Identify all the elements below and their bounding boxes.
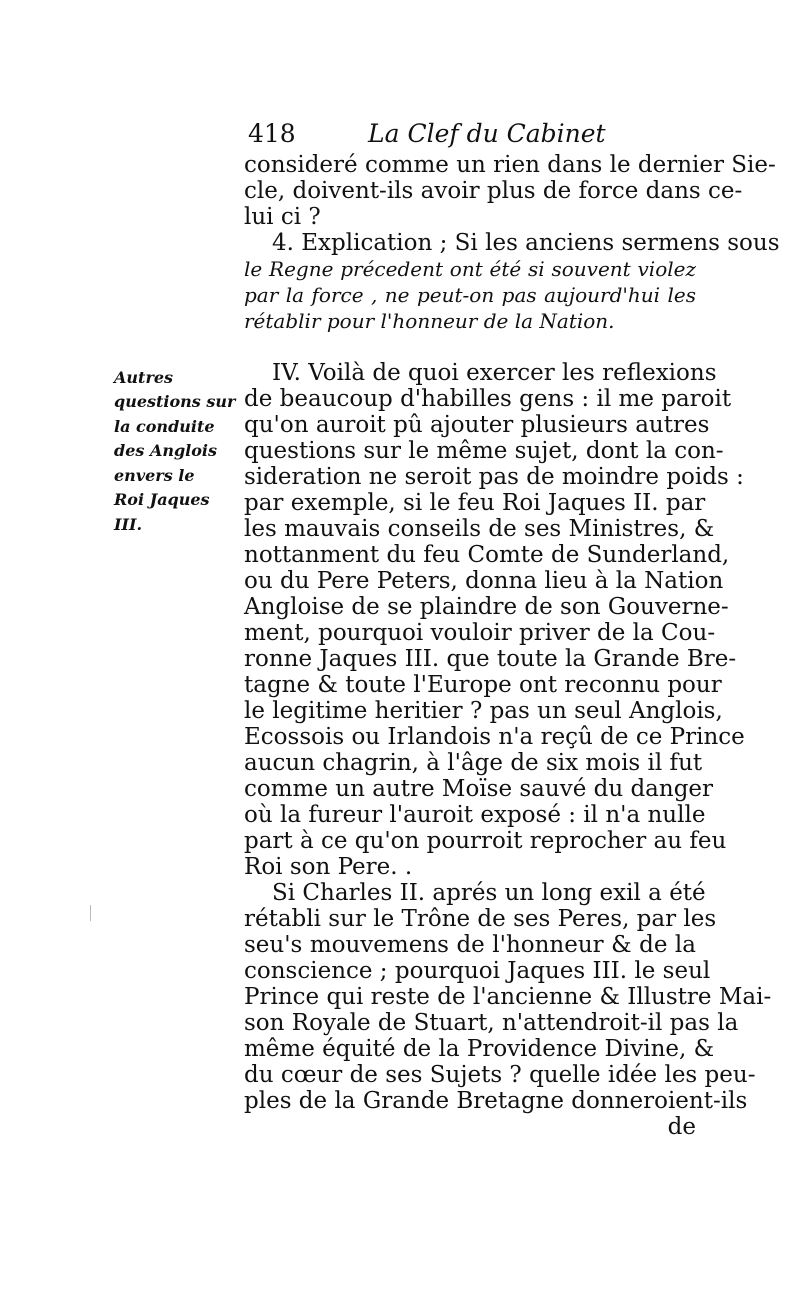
- text-line: rétabli sur le Trône de ses Peres, par les: [244, 906, 717, 932]
- page-header: [248, 118, 708, 150]
- text-line: ou du Pere Peters, donna lieu à la Nation: [244, 568, 724, 594]
- text-line: où la fureur l'auroit exposé : il n'a nulle: [244, 802, 706, 828]
- text-line: du cœur de ses Sujets ? quelle idée les peu-: [244, 1062, 756, 1088]
- text-line: Si Charles II. aprés un long exil a été: [272, 880, 706, 906]
- text-line: IV. Voilà de quoi exercer les reflexions: [272, 360, 717, 386]
- text-line: rétablir pour l'honneur de la Nation.: [244, 309, 615, 333]
- running-title: La Clef du Cabinet: [368, 119, 606, 148]
- text-line: tagne & toute l'Europe ont reconnu pour: [244, 672, 722, 698]
- text-line: aucun chagrin, à l'âge de six mois il fut: [244, 750, 703, 776]
- text-line: lui ci ?: [244, 204, 321, 230]
- text-line: sideration ne seroit pas de moindre poids :: [244, 464, 744, 490]
- text-line: qu'on auroit pû ajouter plusieurs autres: [244, 412, 710, 438]
- text-line: ples de la Grande Bretagne donneroient-ils: [244, 1088, 748, 1114]
- text-line: 4. Explication ; Si les anciens sermens sous: [272, 230, 780, 256]
- paper-mark: [90, 905, 91, 921]
- margin-note-line: questions sur: [114, 392, 236, 411]
- margin-note-line: III.: [114, 515, 143, 534]
- text-line: par exemple, si le feu Roi Jaques II. par: [244, 490, 706, 516]
- text-line: comme un autre Moïse sauvé du danger: [244, 776, 714, 802]
- catchword: de: [667, 1114, 696, 1140]
- text-line: son Royale de Stuart, n'attendroit-il pas la: [244, 1010, 739, 1036]
- text-line: questions sur le même sujet, dont la con-: [244, 438, 724, 464]
- text-line: Prince qui reste de l'ancienne & Illustre Mai-: [244, 984, 772, 1010]
- text-line: ronne Jaques III. que toute la Grande Bre-: [244, 646, 737, 672]
- text-line: même équité de la Providence Divine, &: [244, 1036, 715, 1062]
- text-line: Roi son Pere. .: [244, 854, 413, 880]
- margin-note-line: Roi Jaques: [114, 490, 210, 509]
- margin-note-line: des Anglois: [114, 441, 218, 460]
- text-line: de beaucoup d'habilles gens : il me paroit: [244, 386, 732, 412]
- text-line: le legitime heritier ? pas un seul Anglois,: [244, 698, 723, 724]
- text-line: Angloise de se plaindre de son Gouverne-: [244, 594, 729, 620]
- text-line: part à ce qu'on pourroit reprocher au feu: [244, 828, 727, 854]
- margin-note-line: envers le: [114, 466, 195, 485]
- page-number: 418: [248, 119, 296, 148]
- text-line: les mauvais conseils de ses Ministres, &: [244, 516, 715, 542]
- text-line: seu's mouvemens de l'honneur & de la: [244, 932, 696, 958]
- text-line: Ecossois ou Irlandois n'a reçû de ce Prince: [244, 724, 745, 750]
- text-line: cle, doivent-ils avoir plus de force dans ce-: [244, 178, 743, 204]
- text-line: ment, pourquoi vouloir priver de la Cou-: [244, 620, 716, 646]
- text-line: consideré comme un rien dans le dernier Sie-: [244, 152, 776, 178]
- text-line: par la force , ne peut-on pas aujourd'hui les: [244, 283, 696, 307]
- text-line: nottanment du feu Comte de Sunderland,: [244, 542, 730, 568]
- margin-note-line: Autres: [114, 368, 174, 387]
- text-line: le Regne précedent ont été si souvent violez: [244, 257, 696, 281]
- text-line: conscience ; pourquoi Jaques III. le seul: [244, 958, 711, 984]
- margin-note-line: la conduite: [114, 417, 215, 436]
